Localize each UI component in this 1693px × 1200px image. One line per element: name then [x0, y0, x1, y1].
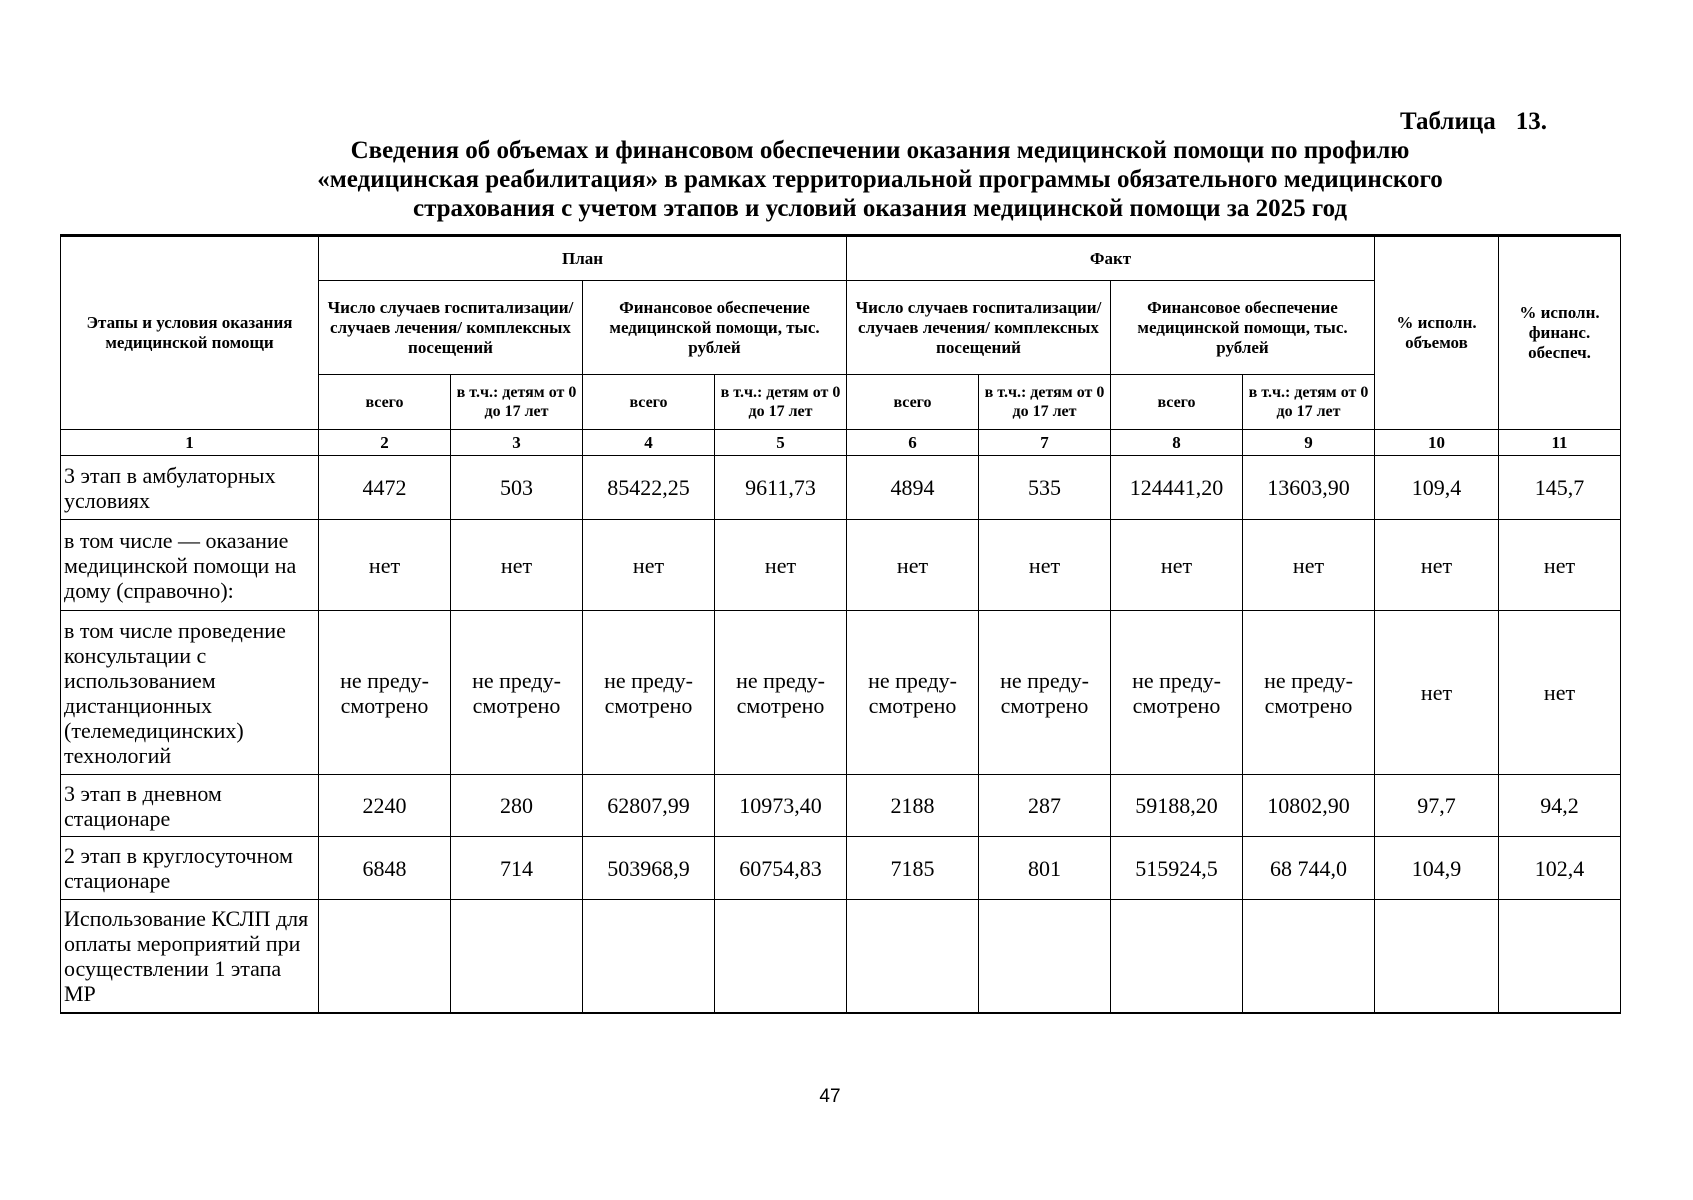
- table-cell: нет: [451, 520, 583, 611]
- table-cell: не преду-смотрено: [583, 611, 715, 775]
- header-pct-volume: % исполн. объемов: [1375, 236, 1499, 430]
- table-cell: не преду-смотрено: [451, 611, 583, 775]
- column-number: 9: [1243, 430, 1375, 456]
- header-stages: Этапы и условия оказания медицинской помощи: [61, 236, 319, 430]
- header-fact: Факт: [847, 236, 1375, 281]
- table-cell: [451, 900, 583, 1013]
- table-cell: 13603,90: [1243, 456, 1375, 520]
- header-plan-cases-total: всего: [319, 375, 451, 430]
- table-row: [61, 900, 1621, 1013]
- table-label-number: 13.: [1515, 108, 1548, 135]
- header-fact-finance-total: всего: [1111, 375, 1243, 430]
- column-number: 8: [1111, 430, 1243, 456]
- column-number: 5: [715, 430, 847, 456]
- table-cell: 124441,20: [1111, 456, 1243, 520]
- title-line-3: страхования с учетом этапов и условий оказания медицинской помощи за 2025 год: [412, 195, 1348, 222]
- table-cell: 801: [979, 837, 1111, 900]
- table-cell: 714: [451, 837, 583, 900]
- table-cell: нет: [847, 520, 979, 611]
- column-number: 2: [319, 430, 451, 456]
- table-cell: нет: [1243, 520, 1375, 611]
- table-row: [61, 775, 1621, 837]
- table-cell: [1499, 900, 1621, 1013]
- table-cell: [1111, 900, 1243, 1013]
- table-cell: 6848: [319, 837, 451, 900]
- title-line-1: Сведения об объемах и финансовом обеспечении оказания медицинской помощи по профилю: [350, 137, 1410, 164]
- row-label: в том числе — оказание медицинской помощи на дому (справочно):: [61, 520, 319, 611]
- row-label: Использование КСЛП для оплаты мероприятий при осуществлении 1 этапа МР: [61, 900, 319, 1013]
- table-cell: 4894: [847, 456, 979, 520]
- table-cell: нет: [715, 520, 847, 611]
- table-cell: нет: [583, 520, 715, 611]
- table-cell: [1375, 900, 1499, 1013]
- table-cell: 10973,40: [715, 775, 847, 837]
- table-cell: 2188: [847, 775, 979, 837]
- column-number: 11: [1499, 430, 1621, 456]
- table-cell: [715, 900, 847, 1013]
- table-cell: 280: [451, 775, 583, 837]
- table-cell: 104,9: [1375, 837, 1499, 900]
- row-label: в том числе проведение консультации с использованием дистанционных (телемедицинских) технологий: [61, 611, 319, 775]
- data-table: [60, 234, 1621, 1014]
- table-cell: не преду-смотрено: [715, 611, 847, 775]
- header-plan: План: [319, 236, 847, 281]
- table-cell: [979, 900, 1111, 1013]
- table-cell: [847, 900, 979, 1013]
- table-cell: 503968,9: [583, 837, 715, 900]
- column-number: 10: [1375, 430, 1499, 456]
- table-cell: 109,4: [1375, 456, 1499, 520]
- table-cell: 97,7: [1375, 775, 1499, 837]
- table-cell: нет: [979, 520, 1111, 611]
- column-number: 4: [583, 430, 715, 456]
- header-plan-finance-total: всего: [583, 375, 715, 430]
- row-label: 3 этап в дневном стационаре: [61, 775, 319, 837]
- column-number: 6: [847, 430, 979, 456]
- table-cell: 287: [979, 775, 1111, 837]
- table-cell: нет: [1111, 520, 1243, 611]
- table-cell: [583, 900, 715, 1013]
- table-cell: 62807,99: [583, 775, 715, 837]
- title-line-2: «медицинская реабилитация» в рамках территориальной программы обязательного медицинского: [317, 166, 1443, 193]
- header-plan-finance: Финансовое обеспечение медицинской помощи, тыс. рублей: [583, 281, 847, 375]
- table-cell: 2240: [319, 775, 451, 837]
- header-plan-finance-children: в т.ч.: детям от 0 до 17 лет: [715, 375, 847, 430]
- header-plan-cases: Число случаев госпитализации/ случаев лечения/ комплексных посещений: [319, 281, 583, 375]
- table-row: [61, 611, 1621, 775]
- table-cell: 9611,73: [715, 456, 847, 520]
- table-cell: 515924,5: [1111, 837, 1243, 900]
- table-cell: 94,2: [1499, 775, 1621, 837]
- table-cell: 10802,90: [1243, 775, 1375, 837]
- table-cell: 59188,20: [1111, 775, 1243, 837]
- table-label: [1400, 108, 1547, 136]
- table-cell: нет: [1499, 611, 1621, 775]
- table-cell: не преду-смотрено: [847, 611, 979, 775]
- column-number: 1: [61, 430, 319, 456]
- table-cell: не преду-смотрено: [1111, 611, 1243, 775]
- table-cell: нет: [1375, 520, 1499, 611]
- header-fact-cases-children: в т.ч.: детям от 0 до 17 лет: [979, 375, 1111, 430]
- table-cell: [1243, 900, 1375, 1013]
- header-fact-finance-children: в т.ч.: детям от 0 до 17 лет: [1243, 375, 1375, 430]
- column-number: 3: [451, 430, 583, 456]
- table-cell: 102,4: [1499, 837, 1621, 900]
- table-cell: 7185: [847, 837, 979, 900]
- table-row: [61, 837, 1621, 900]
- table-cell: 85422,25: [583, 456, 715, 520]
- table-cell: нет: [1499, 520, 1621, 611]
- table-cell: не преду-смотрено: [319, 611, 451, 775]
- header-fact-cases-total: всего: [847, 375, 979, 430]
- header-fact-finance: Финансовое обеспечение медицинской помощи, тыс. рублей: [1111, 281, 1375, 375]
- table-cell: 503: [451, 456, 583, 520]
- table-cell: 4472: [319, 456, 451, 520]
- table-cell: 60754,83: [715, 837, 847, 900]
- document-title: [190, 136, 1570, 223]
- table-cell: не преду-смотрено: [1243, 611, 1375, 775]
- table-cell: нет: [319, 520, 451, 611]
- table-label-word: Таблица: [1400, 108, 1496, 135]
- table-cell: 68 744,0: [1243, 837, 1375, 900]
- table-row: [61, 456, 1621, 520]
- table-row: [61, 520, 1621, 611]
- table-cell: нет: [1375, 611, 1499, 775]
- header-plan-cases-children: в т.ч.: детям от 0 до 17 лет: [451, 375, 583, 430]
- table-cell: не преду-смотрено: [979, 611, 1111, 775]
- row-label: 3 этап в амбулаторных условиях: [61, 456, 319, 520]
- table-cell: 535: [979, 456, 1111, 520]
- table-cell: 145,7: [1499, 456, 1621, 520]
- row-label: 2 этап в круглосуточном стационаре: [61, 837, 319, 900]
- column-number: 7: [979, 430, 1111, 456]
- table-cell: [319, 900, 451, 1013]
- page-number: 47: [819, 1086, 841, 1107]
- header-pct-finance: % исполн. финанс. обеспеч.: [1499, 236, 1621, 430]
- header-fact-cases: Число случаев госпитализации/ случаев лечения/ комплексных посещений: [847, 281, 1111, 375]
